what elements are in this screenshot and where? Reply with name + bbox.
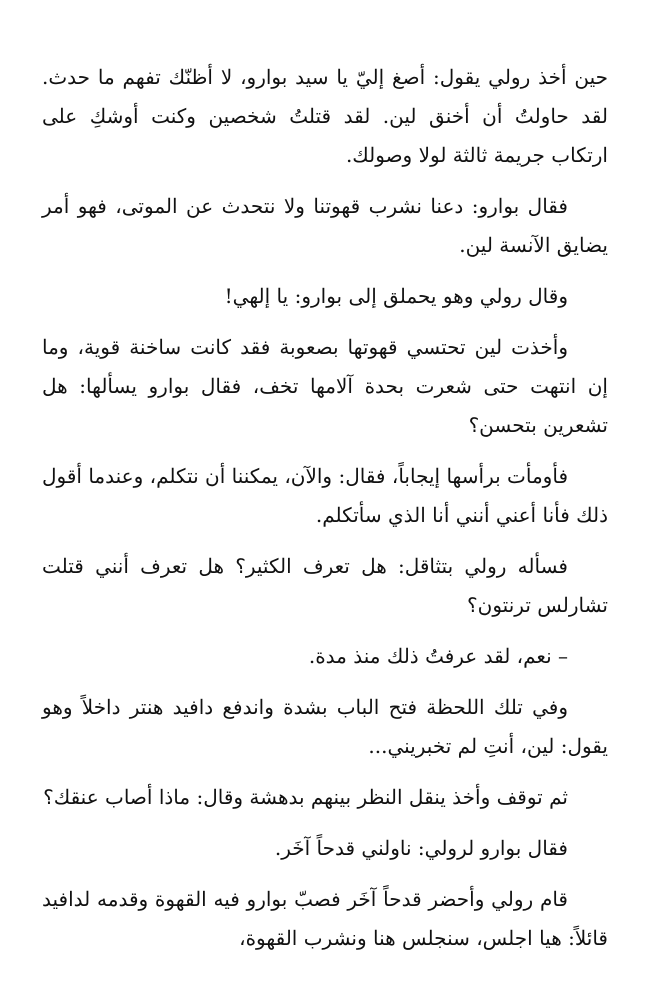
paragraph-11: قام رولي وأحضر قدحاً آخَر فصبّ بوارو فيه القهوة وقدمه لدافيد قائلاً: هيا اجلس، سنجلس هنا ونشرب القهوة،: [42, 887, 608, 950]
paragraph-8: وفي تلك اللحظة فتح الباب بشدة واندفع دافيد هنتر داخلاً وهو يقول: لين، أنتِ لم تخبريني...: [42, 695, 608, 758]
paragraph-7: – نعم، لقد عرفتُ ذلك منذ مدة.: [308, 644, 568, 668]
paragraph-9: ثم توقف وأخذ ينقل النظر بينهم بدهشة وقال: ماذا أصاب عنقك؟: [43, 785, 568, 809]
paragraph-4: وأخذت لين تحتسي قهوتها بصعوبة فقد كانت ساخنة قوية، وما إن انتهت حتى شعرت بحدة آلامها تخف، فقال بوارو يسألها: هل تشعرين بتحسن؟: [42, 335, 608, 437]
paragraph-5: فأومأت برأسها إيجاباً، فقال: والآن، يمكننا أن نتكلم، وعندما أقول ذلك فأنا أعني أنني أنا الذي سأتكلم.: [42, 464, 608, 527]
book-page: [42, 58, 608, 1000]
paragraph-1: حين أخذ رولي يقول: أصغ إليّ يا سيد بوارو، لا أظنّك تفهم ما حدث. لقد حاولتُ أن أخنق لين. لقد قتلتُ شخصين وكنت أوشكِ على ارتكاب جريمة ثالثة لولا وصولك.: [42, 65, 608, 167]
paragraph-10: فقال بوارو لرولي: ناولني قدحاً آخَر.: [274, 836, 568, 860]
paragraph-6: فسأله رولي بتثاقل: هل تعرف الكثير؟ هل تعرف أنني قتلت تشارلس ترنتون؟: [42, 554, 608, 617]
paragraph-2: فقال بوارو: دعنا نشرب قهوتنا ولا نتحدث عن الموتى، فهو أمر يضايق الآنسة لين.: [42, 194, 608, 257]
paragraph-3: وقال رولي وهو يحملق إلى بوارو: يا إلهي!: [224, 284, 568, 308]
